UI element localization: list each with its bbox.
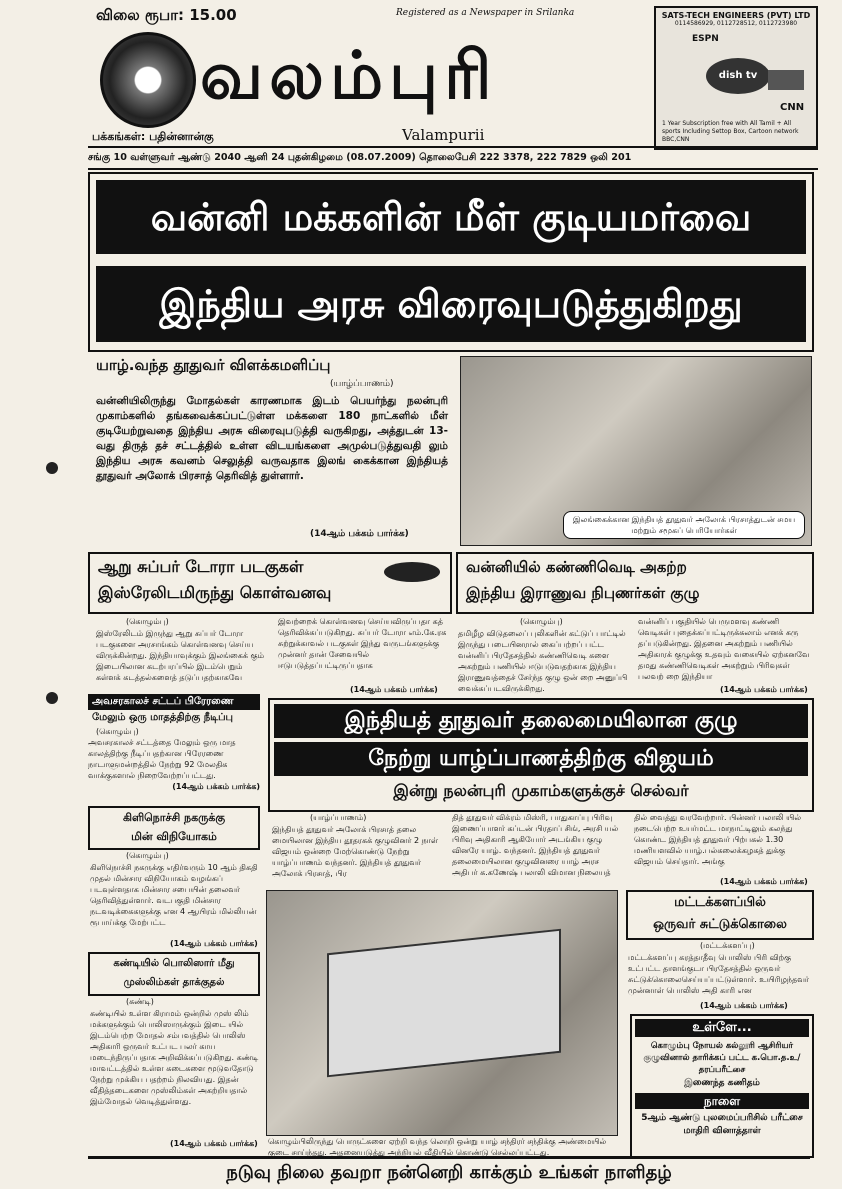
story7-title2: முஸ்லிம்கள் தாக்குதல் xyxy=(123,977,225,988)
story8-photo-caption: கொழும்பிலிருந்து பொருட்களை ஏற்றி வந்த லொறி ஒன்று யாழ் சந்திரர் சந்திக்கு அண்மையில் குடை சாய்ந்தது. அதனையடுத்து அந்நியல் வீதியில் கொண்டு செல்லப்பட்டது. xyxy=(268,1137,607,1157)
inside-item1b: இணைந்த கணிதம் xyxy=(684,1078,760,1088)
story5-title1: இந்தியத் தூதுவர் தலைமையிலான குழு xyxy=(274,704,808,738)
inside-label: உள்ளே... xyxy=(635,1019,809,1037)
footer-bar xyxy=(88,1156,810,1187)
issue-bar xyxy=(88,146,818,170)
story2-title2: இஸ்ரேலிடமிருந்து கொள்வனவு xyxy=(98,583,332,602)
story6-title2: மின் விநியோகம் xyxy=(131,830,217,843)
story5-col1: இந்தியத் தூதுவர் அலோக் பிரசாத் தலை மையிலான இந்திய தூதரகக் குழுவினர் 2 நாள் விஜயம் ஒன்றை மேற்கொண்டு நேற்று யாழ்ப்பாணம் வந்தனர். இந்தியத் தூதுவர் அலோக் பிரசாத், பிர xyxy=(272,825,439,878)
story5-col3: தில் வைத்து வரவேற்றார். பின்னர் பலாலி யில் நடைபெற்ற உயர்மட்ட மாநாட்டிலும் கலந்து கொண்ட இந்தியத் தூதுவர் பிற்பகல் 1.30 மணியளவில் யாழ்.பல்கலைக்கழகத் துக்கு விஜயம் செய்தார். அங்கு xyxy=(634,813,801,866)
story7-body: கண்டியில் உள்ள கிராமம் ஒன்றில் முஸ் லிம் மக்களுக்கும் பொலிஸாருக்கும் இடை யில் இடம்பெற்ற மோதல் சம்பவத்தில் பொலிஸ் அதிகாரி ஒருவர் உட்பட பலர் காய மடைந்திருப்பதாக அறிவிக்கப்படுகிறது. கண்டி மாவட்டத்தில் உள்ள கடைகளை மூடுவதோடு நேற்று முக்கிய பதற்றம் நிலவியது. இதன் வீதித்தடைகளை முஸ்லிம்கள் அகற்றியதால் இம்மோதல் வெடித்துள்ளது. xyxy=(90,1009,259,1106)
story1-body: வன்னியிலிருந்து மோதல்கள் காரணமாக இடம் பெயர்ந்து நலன்புரி முகாம்களில் தங்கவைக்கப்பட்டுள்ள மக்களை 180 நாட்களில் மீள் குடியேற்றுவதை இந்திய அரசு விரைவுபடுத்தி வருகிறது, அத்துடன் 13-வது திருத் தச் சட்டத்தில் உள்ள விடயங்களை அமுல்படுத்துவதி லும் இந்திய அரசு கவனம் செலுத்தி வருவதாக இலங் கைக்கான இந்தியத் தூதுவர் அலோக் பிரசாத் தெரிவித் துள்ளார். xyxy=(96,395,448,482)
masthead-latin: Valampurii xyxy=(402,126,485,144)
conch-logo-icon xyxy=(100,32,196,128)
story6-more: (14ஆம் பக்கம் பார்க்க) xyxy=(170,939,258,948)
story9-title-box xyxy=(626,890,814,940)
story9-more: (14ஆம் பக்கம் பார்க்க) xyxy=(700,1001,788,1010)
inside-item1: கொழும்பு நோயல் கல்லூரி ஆசிரியர் குழுவினால் தாரிக்கப் பட்ட க.பொ.த.உ/தரப்பரீட்சை xyxy=(643,1041,801,1075)
story9-title1: மட்டக்களப்பில் xyxy=(674,895,766,910)
main-headline-box xyxy=(88,172,814,352)
story7-more: (14ஆம் பக்கம் பார்க்க) xyxy=(170,1139,258,1148)
story4-title2: மேலும் ஒரு மாதத்திற்கு நீடிப்பு xyxy=(92,712,233,723)
story5-title2: நேற்று யாழ்ப்பாணத்திற்கு விஜயம் xyxy=(274,742,808,776)
issue-line: சங்கு 10 வள்ளுவர் ஆண்டு 2040 ஆனி 24 புதன்கிழமை (08.07.2009) தொலைபேசி 222 3378, 222 7829 ஒலி 201 xyxy=(88,152,632,163)
story7-dateline: (கண்டி) xyxy=(126,997,154,1006)
inside-item2: 5ஆம் ஆண்டு புலமைப்பரிசில் பரீட்சை மாதிரி வினாத்தாள் xyxy=(641,1113,803,1136)
inside-box xyxy=(630,1014,814,1158)
story5-more: (14ஆம் பக்கம் பார்க்க) xyxy=(720,877,808,886)
advert-brand-espn: ESPN xyxy=(692,34,719,44)
price-label: விலை ரூபா: 15.00 xyxy=(96,6,237,24)
story3-title-box xyxy=(456,552,814,614)
story7-title1: கண்டியில் பொலிஸார் மீது xyxy=(113,958,235,969)
story6-dateline: (கொழும்பு) xyxy=(126,851,169,860)
story4-dateline: (கொழும்பு) xyxy=(96,727,139,736)
advert-note: 1 Year Subscription free with All Tamil + All sports Including Settop Box, Cartoon network BBC,CNN xyxy=(662,120,799,143)
inside-label2: நாளை xyxy=(635,1093,809,1109)
story2-title-box xyxy=(88,552,452,614)
story5-dateline: (யாழ்ப்பாணம்) xyxy=(310,813,367,822)
story5-title-box xyxy=(268,698,814,812)
registered-note: Registered as a Newspaper in Srilanka xyxy=(396,8,575,18)
story7-title-box xyxy=(88,952,260,996)
story5-sub: இன்று நலன்புரி முகாம்களுக்குச் செல்வர் xyxy=(393,781,689,800)
main-headline-line1: வன்னி மக்களின் மீள் குடியமர்வை xyxy=(96,180,806,254)
lorry-photo xyxy=(266,890,618,1136)
story9-title2: ஒருவர் சுட்டுக்கொலை xyxy=(653,917,787,932)
pages-label: பக்கங்கள்: பதின்னான்கு xyxy=(92,130,214,143)
punch-hole-icon xyxy=(46,692,58,704)
advert-brand-cnn: CNN xyxy=(780,102,805,113)
masthead-title: வலம்புரி xyxy=(200,37,498,114)
story6-title1: கிளிநொச்சி நகருக்கு xyxy=(122,811,226,824)
story2-more: (14ஆம் பக்கம் பார்க்க) xyxy=(350,685,438,694)
story4-title: அவசரகாலச் சட்டப் பிரேரணை xyxy=(88,694,260,710)
footer-tagline: நடுவு நிலை தவறா நன்னெறி காக்கும் உங்கள் நாளிதழ் xyxy=(226,1162,672,1183)
story2-body2: இவற்றைக் கொள்வனவு செய்யவிருப்பதா கத் தெரிவிக்கப்படுகிறது. சுப்பர் டோரா எம்.கே.ரக சுற்றுக்காவல் படகுகள் இந்து வருடங்களுக்கு முன்னர் தான் சேவையில் ஈடுபடுத்தப்பட்டிருப்பதாக xyxy=(278,617,447,670)
story4-more: (14ஆம் பக்கம் பார்க்க) xyxy=(172,782,260,791)
story2-title1: ஆறு சுப்பர் டோரா படகுகள் xyxy=(98,557,304,576)
story4 xyxy=(88,694,260,792)
story3-title2: இந்திய இராணுவ நிபுணர்கள் குழு xyxy=(466,584,700,602)
story1-photo-caption: இலங்கைக்கான இந்தியத் தூதுவர் அலோக் பிரசாத்துடன் சமய மற்றும் சமூகப் பெரியோர்கள் xyxy=(563,511,805,539)
story3-dateline: (கொழும்பு) xyxy=(520,617,563,626)
story5-col2: தித் தூதுவர் விக்ரம் மிஸ்ரி, பாதுகாப்பு பிரிவு இணைப்பாளர் கப்டன் பிரதாப் சிங், அரசி யல் பிரிவு அதிகாரி ஆகியோர் அடங்கிய குழு வினரே யாழ். வந்தனர். இந்தியத் தூதுவர் தலைமையிலான குழுவினரை யாழ் அரச அதிபர் க.கணேஷ் பலாலி விமான நிலையத் xyxy=(452,813,619,877)
story9-dateline: (மட்டக்களப்பு) xyxy=(700,941,755,950)
story3-more: (14ஆம் பக்கம் பார்க்க) xyxy=(720,685,808,694)
story2-body: இஸ்ரேலிடம் இருந்து ஆறு சுப்பர் டோரா படகுகளை அரசாங்கம் கொள்வனவு செய்ய விருக்கின்றது. இந்தியாவுக்கும் இலங்கைக் கும் இடையிலான கடற்பரப்பில் இடம்பெறும் கள்ளக் கடத்தல்களைத் தடுப்பதற்காகவே xyxy=(96,629,265,682)
settop-box-icon xyxy=(768,70,804,90)
punch-hole-icon xyxy=(46,462,58,474)
ambassador-photo xyxy=(460,356,812,546)
story3-title1: வன்னியில் கண்ணிவெடி அகற்ற xyxy=(466,558,687,576)
lorry-container-shape xyxy=(327,929,561,1078)
boat-graphic-icon xyxy=(384,562,440,582)
advert-phones: 0114586929, 0112728512, 0112723980 xyxy=(674,20,798,27)
story1-dateline: (யாழ்ப்பாணம்) xyxy=(330,379,394,389)
advert-company: SATS-TECH ENGINEERS (PVT) LTD xyxy=(661,11,811,20)
story6-title-box xyxy=(88,806,260,850)
story2-dateline: (கொழும்பு) xyxy=(126,617,169,626)
story1-more: (14ஆம் பக்கம் பார்க்க) xyxy=(310,529,409,539)
story4-body: அவசரகாலச் சட்டத்தை மேலும் ஒரு மாத காலத்திற்கு நீடிப்பதற்கான பிரேரணை நாடாளுமன்றத்தில் நேற்று 92 மேலதிக வாக்குகளால் நிறைவேற்றப்பட்டது. xyxy=(88,738,236,780)
story9-body: மட்டக்களப்பு கரத்தாதீவு பொலிஸ் பிரி விற்கு உட்பட்ட தாளங்குடா பிரதேசத்தில் ஒருவர் சுட்டுக்கொலைசெய்யப்பட்டுள்ளார். உயிரிழந்தவர் முன்னாள் பொலிஸ் அதி காரி என xyxy=(628,953,810,995)
story3-body2: வன்னிப் பகுதியில் பெருமளவு கண்ணி வெடிகள் புதைக்கப்பட்டிருக்கலாம் எனக் கரு தப்படுகின்றது. இதனை அகற்றும் பணியில் அதிகாரக் குழுக்கு உதவும் வகையில் ஏற்கனவே தமது கண்ணிவெடிகள் அகற்றும் பிரிவுகள் பலவற் றை இந்தியா xyxy=(638,617,810,681)
story3-body: தமிழீழ விடுதலைப் புலிகளின் கட்டுப் பாட்டில் இருந்து படையினரால் கைப்பற்றப் பட்ட வன்னிப் பிரதேசத்தில் கண்ணிவெடி களை அகற்றும் பணியில் ஈடுபடுவதற்காக இந்திய இராணுவத்தைச் சேர்ந்த குழு ஒன் றை அனுப்பி வைக்கப்படவிருக்கிறது. xyxy=(458,629,628,693)
story6-body: கிளிநொச்சி நகருக்கு எதிர்வரும் 10 ஆம் திகதி முதல் மின்சார விநியோகம் வழங்கப் படவுள்ளதாக மின்சார சபையின் தலைவர் தெரிவித்துள்ளார். வடபகுதி மின்சார நடவடிக்கைகளுக்கு என 4 ஆயிரம் மில்லியன் ரூபாய்க்கு மேற்பட்ட xyxy=(90,863,258,927)
advert-box xyxy=(654,6,818,150)
dish-logo-icon: dish tv xyxy=(706,58,770,94)
story1-title: யாழ்.வந்த தூதுவர் விளக்கமளிப்பு xyxy=(96,356,331,374)
main-headline-line2: இந்திய அரசு விரைவுபடுத்துகிறது xyxy=(96,266,806,342)
